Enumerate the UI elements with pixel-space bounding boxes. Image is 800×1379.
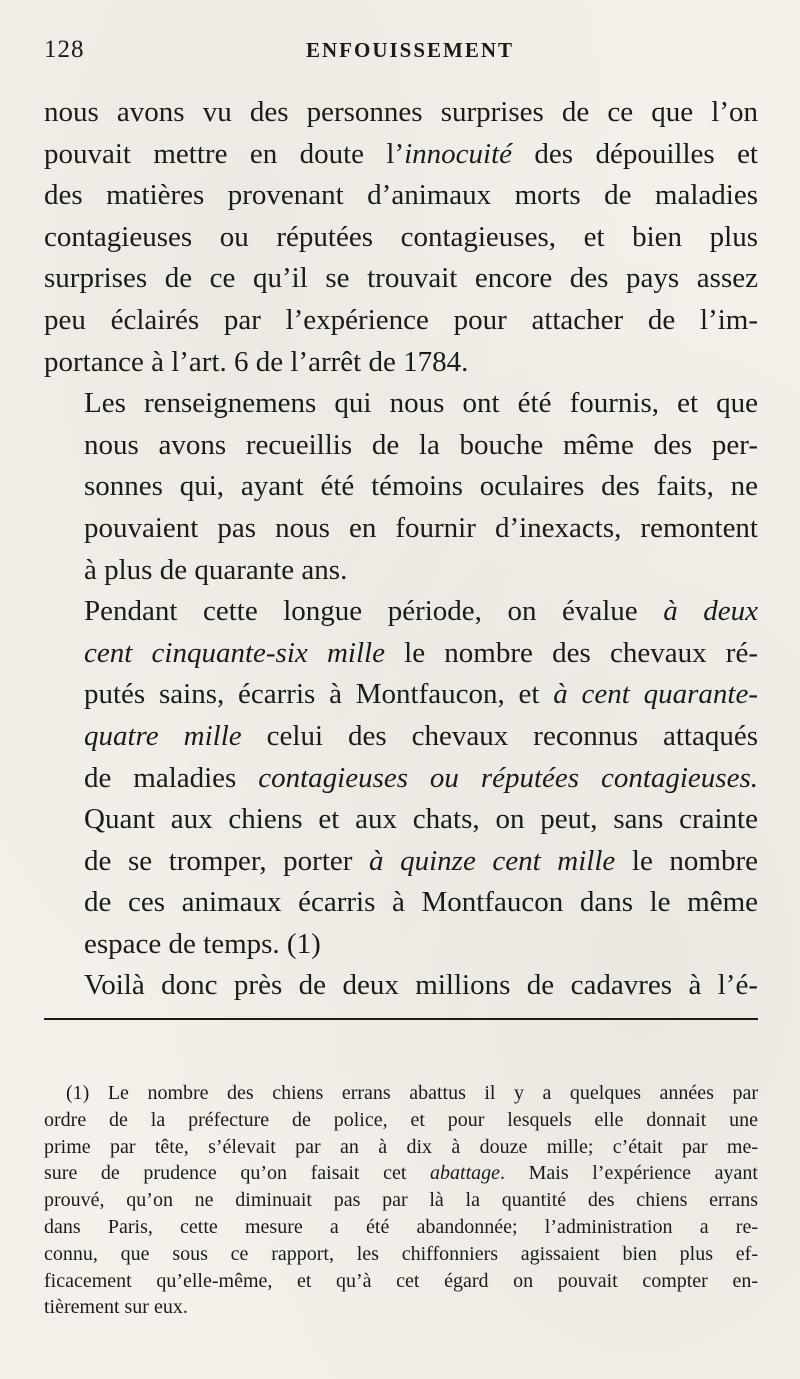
text-line: [44, 300, 758, 342]
text-line: [44, 841, 758, 883]
text-segment: tièrement sur eux.: [44, 1296, 188, 1319]
footnote-rule: [44, 1018, 758, 1020]
text-line: [44, 1214, 758, 1241]
page-number: 128: [44, 36, 85, 63]
italic-text: quatre mille: [84, 719, 242, 752]
text-segment: sure de prudence qu’on faisait cet: [44, 1162, 431, 1185]
text-segment: Quant aux chiens et aux chats, on peut, sans crainte: [84, 803, 758, 836]
text-line: [44, 1160, 758, 1187]
italic-text: à quinze cent mille: [369, 844, 616, 877]
text-segment: portance à l’art. 6 de l’arrêt de 1784.: [44, 345, 469, 378]
text-segment: espace de temps. (1): [84, 927, 321, 960]
text-segment: . Mais l’expérience ayant: [500, 1162, 758, 1185]
italic-text: contagieuses ou réputées contagieuses.: [258, 761, 758, 794]
text-line: [44, 425, 758, 467]
text-line: [44, 1241, 758, 1268]
text-segment: Voilà donc près de deux millions de cadavres à l’é-: [84, 969, 758, 1002]
text-line: [44, 175, 758, 217]
text-segment: des matières provenant d’animaux morts de maladies: [44, 179, 758, 212]
text-line: [44, 92, 758, 134]
text-line: [44, 1268, 758, 1295]
text-segment: le nombre: [615, 844, 758, 877]
text-line: [44, 1134, 758, 1161]
text-segment: ficacement qu’elle-même, et qu’à cet égard on pouvait compter en-: [44, 1269, 758, 1292]
text-line: [44, 716, 758, 758]
paragraph-2: [44, 383, 758, 591]
text-segment: Pendant cette longue période, on évalue: [84, 595, 664, 628]
text-line: [44, 924, 758, 966]
text-segment: de se tromper, porter: [84, 844, 370, 877]
main-text: [44, 92, 758, 1007]
text-line: [44, 1294, 758, 1321]
text-segment: celui des chevaux reconnus attaqués: [241, 719, 758, 752]
text-segment: sonnes qui, ayant été témoins oculaires des faits, ne: [84, 470, 758, 503]
text-line: [44, 217, 758, 259]
page-header: [44, 36, 760, 76]
paragraph-1: [44, 92, 758, 383]
text-segment: peu éclairés par l’expérience pour attacher de l’im-: [44, 303, 758, 336]
text-segment: ordre de la préfecture de police, et pour lesquels elle donnait une: [44, 1108, 758, 1131]
text-segment: de maladies: [84, 761, 259, 794]
text-segment: (1) Le nombre des chiens errans abattus il y a quelques années par: [66, 1082, 758, 1104]
text-line: [44, 674, 758, 716]
italic-text: cent cinquante-six mille: [84, 636, 385, 669]
text-segment: dans Paris, cette mesure a été abandonnée; l’administration a re-: [44, 1215, 758, 1238]
text-segment: surprises de ce qu’il se trouvait encore des pays assez: [44, 262, 758, 295]
italic-text: à cent quarante-: [553, 678, 758, 711]
text-segment: à plus de quarante ans.: [84, 553, 348, 586]
text-line: [44, 383, 758, 425]
italic-text: à deux: [663, 595, 758, 628]
text-segment: le nombre des chevaux ré-: [384, 636, 758, 669]
text-line: [44, 882, 758, 924]
text-segment: nous avons recueillis de la bouche même des per-: [84, 428, 758, 461]
text-line: [44, 258, 758, 300]
text-segment: des dépouilles et: [512, 137, 758, 170]
paragraph-3: [44, 591, 758, 965]
text-line: [44, 965, 758, 1007]
footnote: [44, 1080, 758, 1321]
text-segment: prime par tête, s’élevait par an à dix à douze mille; c’était par me-: [44, 1135, 758, 1158]
text-line: [44, 633, 758, 675]
text-line: [44, 758, 758, 800]
text-line: [44, 799, 758, 841]
text-line: [44, 508, 758, 550]
italic-text: abattage: [430, 1162, 501, 1185]
text-segment: contagieuses ou réputées contagieuses, et bien plus: [44, 220, 758, 253]
text-line: [44, 134, 758, 176]
text-segment: nous avons vu des personnes surprises de ce que l’on: [44, 96, 758, 128]
text-segment: pouvait mettre en doute l’: [44, 137, 405, 170]
text-line: [44, 591, 758, 633]
text-segment: Les renseignemens qui nous ont été fournis, et que: [84, 387, 758, 420]
running-head: ENFOUISSEMENT: [306, 38, 515, 62]
text-segment: pouvaient pas nous en fournir d’inexacts, remontent: [84, 511, 758, 544]
text-segment: connu, que sous ce rapport, les chiffonniers agissaient bien plus ef-: [44, 1242, 758, 1265]
paragraph-4: [44, 965, 758, 1007]
text-line: [44, 550, 758, 592]
text-line: [44, 466, 758, 508]
text-line: [44, 1187, 758, 1214]
text-line: [44, 342, 758, 384]
text-line: [44, 1080, 758, 1107]
italic-text: innocuité: [404, 137, 513, 170]
text-segment: prouvé, qu’on ne diminuait pas par là la quantité des chiens errans: [44, 1189, 758, 1212]
text-segment: de ces animaux écarris à Montfaucon dans le même: [84, 886, 758, 919]
text-segment: putés sains, écarris à Montfaucon, et: [84, 678, 554, 711]
text-line: [44, 1107, 758, 1134]
